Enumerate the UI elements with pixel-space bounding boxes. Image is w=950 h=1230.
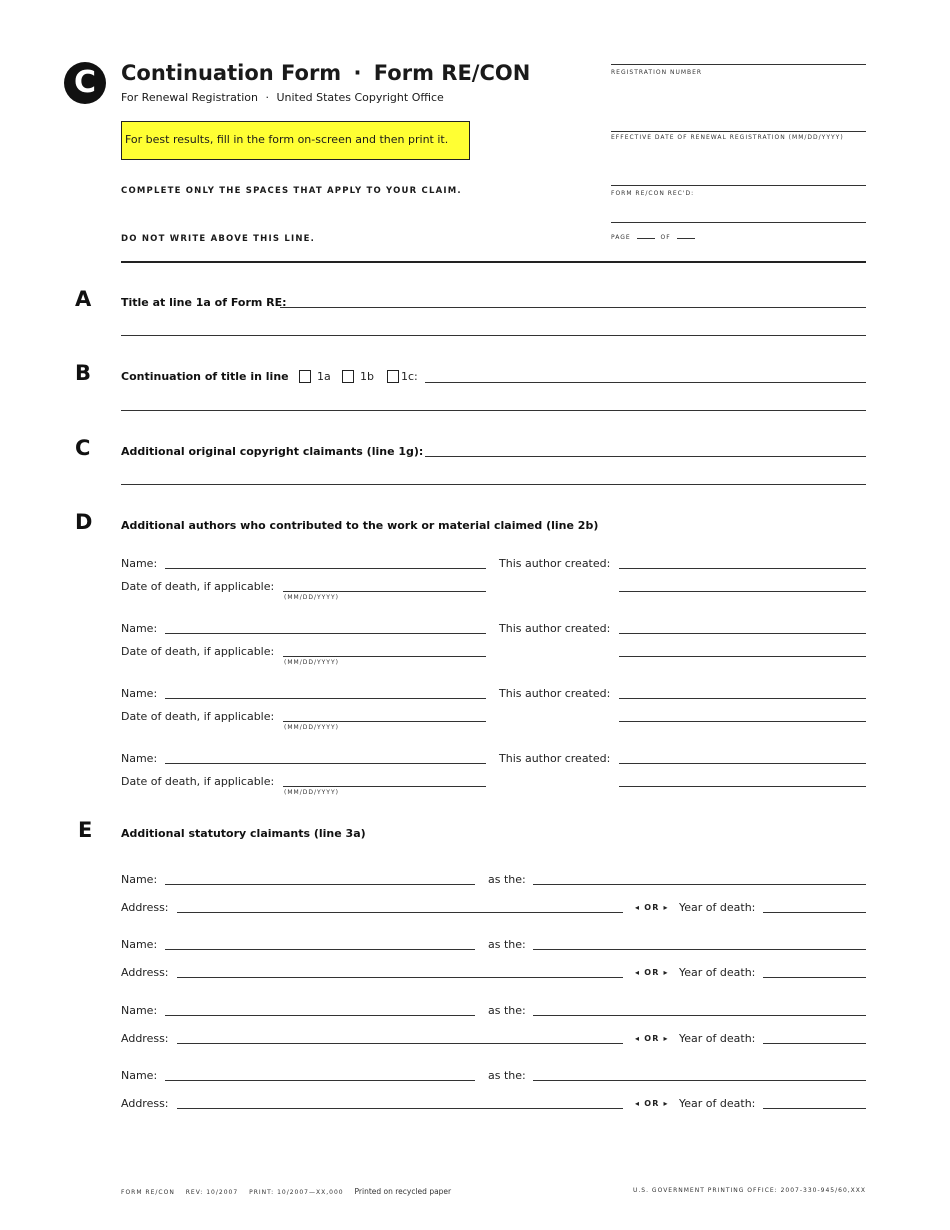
claimant-address-label: Address: [121,1097,169,1110]
author-death-label: Date of death, if applicable: [121,710,275,723]
section-a-label: Title at line 1a of Form RE: [121,296,287,309]
page-word: PAGE [611,234,631,241]
author-name-label: Name: [121,622,158,635]
author-created-label: This author created: [499,752,611,765]
claimants-field-2[interactable] [121,484,866,485]
footer-form: FORM RE/CON [121,1189,175,1196]
claimant-name-field[interactable] [165,884,475,885]
claimant-name-label: Name: [121,1069,158,1082]
section-d-letter: D [75,510,93,534]
effective-date-label: EFFECTIVE DATE OF RENEWAL REGISTRATION (MM/DD/YYYY) [611,134,844,141]
or-separator: ◂ OR ▸ [635,1099,669,1108]
claimant-address-field[interactable] [177,977,623,978]
section-e-label: Additional statutory claimants (line 3a) [121,827,366,840]
claimant-name-field[interactable] [165,1080,475,1081]
or-separator: ◂ OR ▸ [635,968,669,977]
author-created-field[interactable] [619,633,866,634]
claimant-as-label: as the: [488,938,526,951]
section-b-letter: B [75,361,92,385]
effective-date-line [611,131,866,132]
date-format-hint: (MM/DD/YYYY) [284,789,339,796]
section-a-letter: A [75,287,92,311]
page-blank [637,238,655,239]
claimant-name-label: Name: [121,873,158,886]
of-blank [677,238,695,239]
claimant-as-field[interactable] [533,884,866,885]
author-created-field[interactable] [619,568,866,569]
checkbox-1b[interactable] [342,370,354,383]
title-text: Continuation Form [121,61,342,85]
checkbox-1c[interactable] [387,370,399,383]
copyright-logo [64,62,106,104]
claimant-as-label: as the: [488,873,526,886]
registration-number-label: REGISTRATION NUMBER [611,69,703,76]
author-name-label: Name: [121,752,158,765]
notice-text: For best results, fill in the form on-screen and then print it. [125,133,449,146]
footer-gpo: U.S. GOVERNMENT PRINTING OFFICE: 2007-330-945/60,XXX [633,1187,866,1194]
section-e-letter: E [78,818,93,842]
author-death-field[interactable] [283,721,486,722]
author-created-field-2[interactable] [619,591,866,592]
subtitle-left: For Renewal Registration [121,91,258,104]
author-death-field[interactable] [283,591,486,592]
header-divider [121,261,866,263]
claimant-year-label: Year of death: [679,1032,756,1045]
author-death-field[interactable] [283,786,486,787]
claimant-year-label: Year of death: [679,901,756,914]
section-d-label: Additional authors who contributed to the work or material claimed (line 2b) [121,519,599,532]
claimant-year-field[interactable] [763,1108,866,1109]
footer-recycled: Printed on recycled paper [354,1187,452,1196]
page-title [121,61,530,85]
title-line-1a-field-2[interactable] [121,335,866,336]
title-line-1a-field[interactable] [280,307,866,308]
page-label [611,234,695,241]
claimant-year-label: Year of death: [679,966,756,979]
author-name-field[interactable] [165,698,486,699]
claimant-as-field[interactable] [533,1015,866,1016]
author-created-label: This author created: [499,687,611,700]
fill-onscreen-notice [121,121,470,160]
author-created-label: This author created: [499,557,611,570]
claimant-address-field[interactable] [177,1108,623,1109]
claimant-name-field[interactable] [165,949,475,950]
author-name-field[interactable] [165,763,486,764]
checkbox-1c-label: 1c: [401,370,418,383]
claimant-address-label: Address: [121,901,169,914]
author-created-field-2[interactable] [619,786,866,787]
claimant-year-field[interactable] [763,1043,866,1044]
recd-line [611,185,866,186]
subtitle-right: United States Copyright Office [276,91,444,104]
page-line [611,222,866,223]
claimant-as-field[interactable] [533,949,866,950]
author-created-field[interactable] [619,763,866,764]
claimant-name-label: Name: [121,938,158,951]
claimant-as-label: as the: [488,1004,526,1017]
claimant-year-field[interactable] [763,977,866,978]
claimant-address-field[interactable] [177,912,623,913]
form-code: Form RE/CON [373,61,531,85]
author-created-field-2[interactable] [619,656,866,657]
footer-print: PRINT: 10/2007—XX,000 [249,1189,344,1196]
continuation-title-field-2[interactable] [121,410,866,411]
author-death-label: Date of death, if applicable: [121,775,275,788]
author-death-label: Date of death, if applicable: [121,580,275,593]
page-subtitle [121,91,444,104]
section-c-label: Additional original copyright claimants (line 1g): [121,445,424,458]
author-name-label: Name: [121,687,158,700]
author-created-field-2[interactable] [619,721,866,722]
claimant-name-label: Name: [121,1004,158,1017]
continuation-title-field[interactable] [425,382,866,383]
claimant-address-label: Address: [121,1032,169,1045]
claimant-as-label: as the: [488,1069,526,1082]
claimant-as-field[interactable] [533,1080,866,1081]
title-separator: · [353,61,362,85]
author-death-label: Date of death, if applicable: [121,645,275,658]
author-name-label: Name: [121,557,158,570]
claimant-year-label: Year of death: [679,1097,756,1110]
subtitle-separator: · [265,91,269,104]
author-created-label: This author created: [499,622,611,635]
instruction-text: COMPLETE ONLY THE SPACES THAT APPLY TO YOUR CLAIM. [121,186,462,196]
of-word: OF [660,234,671,241]
author-death-field[interactable] [283,656,486,657]
claimant-name-field[interactable] [165,1015,475,1016]
date-format-hint: (MM/DD/YYYY) [284,659,339,666]
or-separator: ◂ OR ▸ [635,903,669,912]
section-b-label: Continuation of title in line [121,370,289,383]
checkbox-1a[interactable] [299,370,311,383]
date-format-hint: (MM/DD/YYYY) [284,594,339,601]
checkbox-1a-label: 1a [317,370,331,383]
claimant-year-field[interactable] [763,912,866,913]
author-name-field[interactable] [165,633,486,634]
date-format-hint: (MM/DD/YYYY) [284,724,339,731]
author-name-field[interactable] [165,568,486,569]
footer-left [121,1187,451,1196]
footer-rev: REV: 10/2007 [185,1189,239,1196]
claimant-address-label: Address: [121,966,169,979]
registration-number-line [611,64,866,65]
do-not-write-text: DO NOT WRITE ABOVE THIS LINE. [121,234,316,244]
section-c-letter: C [75,436,91,460]
logo-letter: C [74,65,97,100]
claimant-address-field[interactable] [177,1043,623,1044]
checkbox-1b-label: 1b [360,370,374,383]
author-created-field[interactable] [619,698,866,699]
or-separator: ◂ OR ▸ [635,1034,669,1043]
claimants-field[interactable] [425,456,866,457]
recd-label: FORM RE/CON REC'D: [611,190,695,197]
